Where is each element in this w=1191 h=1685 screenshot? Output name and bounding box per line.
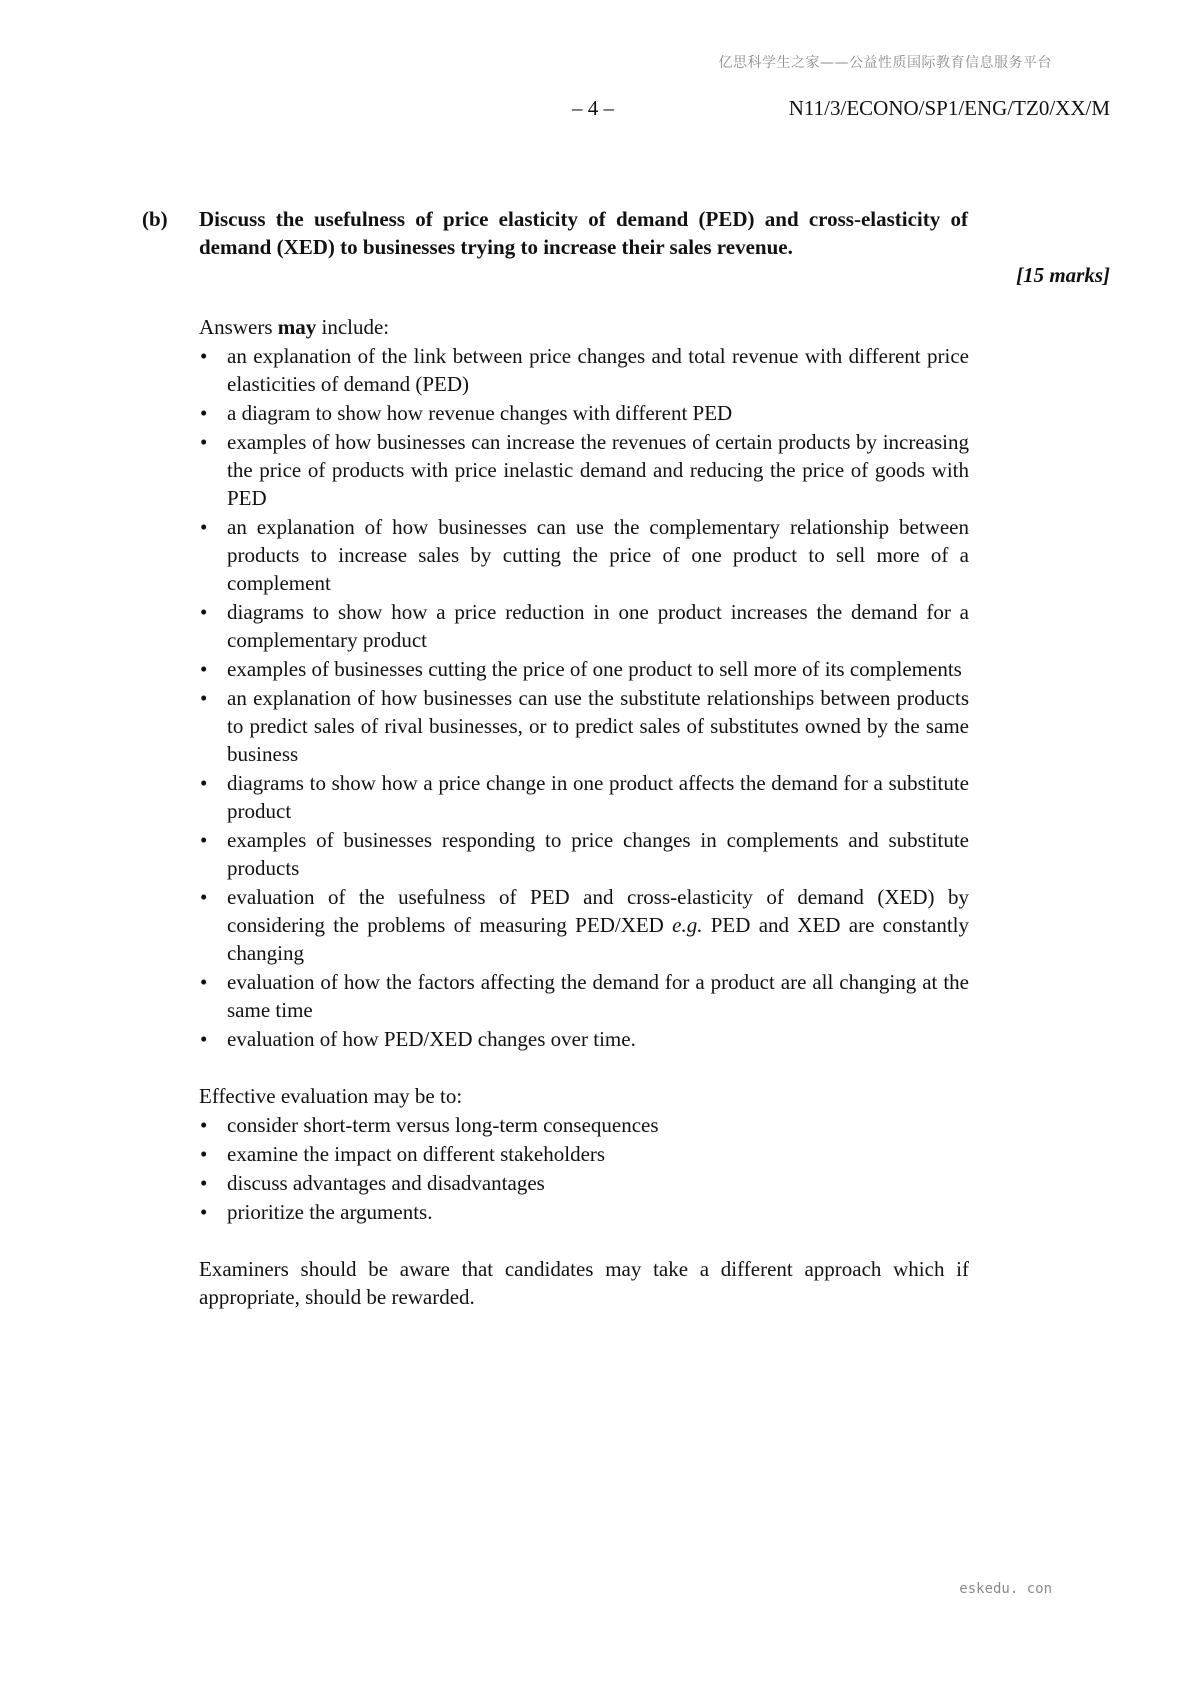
list-item xyxy=(199,428,969,512)
bullet-icon: • xyxy=(200,885,208,909)
bullet-icon: • xyxy=(200,828,208,852)
bullet-icon: • xyxy=(200,344,208,368)
list-item-text: a diagram to show how revenue changes with different PED xyxy=(227,401,733,425)
answers-intro-suffix: include: xyxy=(316,315,390,339)
list-item xyxy=(199,1169,969,1197)
list-item-text-after: PED and XED are constantly changing xyxy=(227,913,970,965)
list-item xyxy=(199,883,969,967)
list-item-text: diagrams to show how a price reduction in one product increases the demand for a complementary product xyxy=(227,600,969,652)
list-item xyxy=(199,1198,969,1226)
watermark-top: 亿思科学生之家——公益性质国际教育信息服务平台 xyxy=(718,55,1052,71)
bullet-icon: • xyxy=(200,600,208,624)
bullet-icon: • xyxy=(200,430,208,454)
bullet-icon: • xyxy=(200,1200,208,1224)
list-item xyxy=(199,968,969,1024)
list-item-text: consider short-term versus long-term consequences xyxy=(227,1113,659,1137)
bullet-icon: • xyxy=(200,686,208,710)
list-item xyxy=(199,399,969,427)
list-item-text: evaluation of how PED/XED changes over time. xyxy=(227,1027,636,1051)
list-item-text: examples of businesses responding to price changes in complements and substitute products xyxy=(227,828,969,880)
question-marks: [15 marks] xyxy=(1016,263,1110,287)
list-item-text: an explanation of the link between price changes and total revenue with different price elasticities of demand (PED) xyxy=(227,344,969,396)
evaluation-list xyxy=(199,1111,969,1226)
list-item-text: evaluation of how the factors affecting the demand for a product are all changing at the same time xyxy=(227,970,969,1022)
list-item xyxy=(199,342,969,398)
list-item-text: an explanation of how businesses can use the substitute relationships between products to predict sales of rival businesses, or to predict sales of substitutes owned by the same business xyxy=(227,686,969,766)
document-code: N11/3/ECONO/SP1/ENG/TZ0/XX/M xyxy=(788,96,1110,120)
list-item-text: prioritize the arguments. xyxy=(227,1200,433,1224)
bullet-icon: • xyxy=(200,515,208,539)
list-item-text: examine the impact on different stakeholders xyxy=(227,1142,606,1166)
question-text: Discuss the usefulness of price elasticity of demand (PED) and cross-elasticity of demand (XED) to businesses trying to increase their sales revenue. xyxy=(199,207,968,259)
list-item-text: an explanation of how businesses can use the complementary relationship between products to increase sales by cutting the price of one product to sell more of a complement xyxy=(227,515,969,595)
list-item xyxy=(199,598,969,654)
list-item-text: diagrams to show how a price change in one product affects the demand for a substitute product xyxy=(227,771,969,823)
list-item xyxy=(199,769,969,825)
list-item xyxy=(199,655,969,683)
watermark-bottom: eskedu. con xyxy=(959,1581,1052,1597)
list-item xyxy=(199,513,969,597)
answers-intro xyxy=(199,313,969,341)
bullet-icon: • xyxy=(200,401,208,425)
evaluation-intro: Effective evaluation may be to: xyxy=(199,1084,463,1108)
bullet-icon: • xyxy=(200,657,208,681)
list-item xyxy=(199,826,969,882)
bullet-icon: • xyxy=(200,1142,208,1166)
list-item xyxy=(199,1140,969,1168)
markscheme-body xyxy=(199,313,969,1311)
bullet-icon: • xyxy=(200,771,208,795)
list-item xyxy=(199,1111,969,1139)
list-item-text: examples of how businesses can increase the revenues of certain products by increasing the price of products with price inelastic demand and reducing the price of goods with PED xyxy=(227,430,969,510)
bullet-icon: • xyxy=(200,970,208,994)
list-item-text: discuss advantages and disadvantages xyxy=(227,1171,545,1195)
closing-note: Examiners should be aware that candidates may take a different approach which if appropriate, should be rewarded. xyxy=(199,1257,969,1309)
list-item xyxy=(199,684,969,768)
list-item-text-italic: e.g. xyxy=(672,913,703,937)
list-item-text-before: evaluation of the usefulness of PED and cross-elasticity of demand (XED) by considering the problems of measuring PED/XED xyxy=(227,885,969,937)
page-number: – 4 – xyxy=(572,96,614,120)
list-item xyxy=(199,1025,969,1053)
bullet-icon: • xyxy=(200,1171,208,1195)
answers-intro-prefix: Answers xyxy=(199,315,278,339)
question-label: (b) xyxy=(142,207,168,231)
bullet-icon: • xyxy=(200,1027,208,1051)
list-item-text: examples of businesses cutting the price of one product to sell more of its complements xyxy=(227,657,962,681)
bullet-icon: • xyxy=(200,1113,208,1137)
answers-intro-bold: may xyxy=(277,315,317,339)
answers-list xyxy=(199,342,969,1053)
